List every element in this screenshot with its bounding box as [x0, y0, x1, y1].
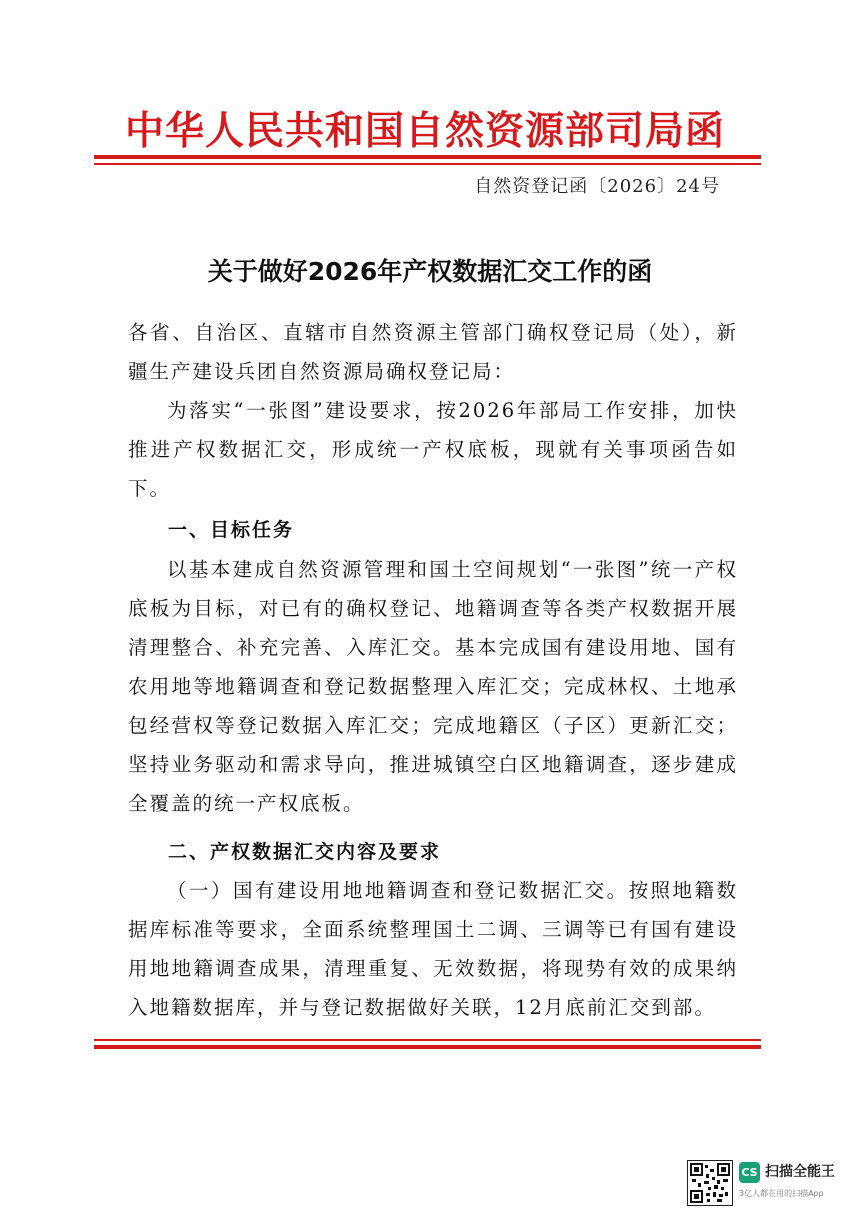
section-paragraph-goals: 以基本建成自然资源管理和国土空间规划“一张图”统一产权底板为目标，对已有的确权登记、地籍调查等各类产权数据开展清理整合、补充完善、入库汇交。基本完成国有建设用地、国有农用地等地籍调查和登记数据整理入库汇交；完成林权、土地承包经营权等登记数据入库汇交；完成地籍区（子区）更新汇交；坚持业务驱动和需求导向，推进城镇空白区地籍调查，逐步建成全覆盖的统一产权底板。 — [128, 558, 738, 815]
scanner-app-name: 扫描全能王 — [765, 1164, 835, 1180]
footer-rule-thin — [94, 1039, 761, 1041]
header-rule-thick — [94, 155, 761, 159]
salutation: 各省、自治区、直辖市自然资源主管部门确权登记局（处），新疆生产建设兵团自然资源局确权登记局： — [128, 321, 738, 383]
letter-title: 关于做好2026年产权数据汇交工作的函 — [207, 257, 653, 286]
camscanner-logo-icon: CS — [739, 1162, 760, 1183]
section-heading-goals: 一、目标任务 — [168, 519, 295, 541]
footer-rule-thick — [94, 1045, 761, 1049]
scanner-watermark — [687, 1160, 847, 1206]
section-heading-requirements: 二、产权数据汇交内容及要求 — [168, 841, 442, 863]
scanner-tagline: 3亿人都在用的扫描App — [739, 1189, 824, 1198]
qr-code-icon — [687, 1160, 733, 1206]
section-paragraph-requirements: （一）国有建设用地地籍调查和登记数据汇交。按照地籍数据库标准等要求，全面系统整理国土二调、三调等已有国有建设用地地籍调查成果，清理重复、无效数据，将现势有效的成果纳入地籍数据库，并与登记数据做好关联，12月底前汇交到部。 — [128, 879, 738, 1019]
org-title: 中华人民共和国自然资源部司局函 — [124, 109, 725, 154]
header-rule-thin — [94, 163, 761, 165]
document-number: 自然资登记函〔2026〕24号 — [474, 176, 720, 197]
intro-paragraph: 为落实“一张图”建设要求，按2026年部局工作安排，加快推进产权数据汇交，形成统一产权底板，现就有关事项函告如下。 — [128, 399, 738, 500]
